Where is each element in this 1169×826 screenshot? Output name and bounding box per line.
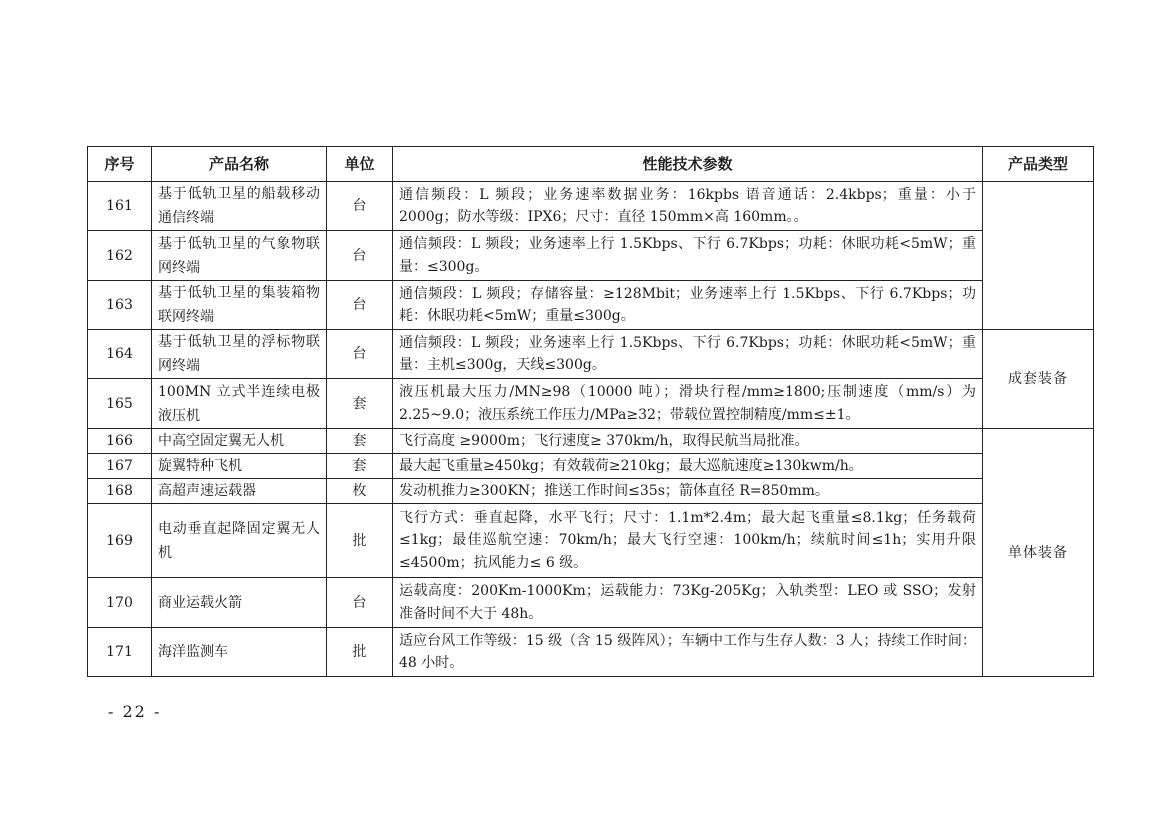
row-spec: 通信频段：L 频段；业务速率数据业务：16kpbs 语音通话：2.4kbps；重量：小于 2000g；防水等级：IPX6；尺寸：直径 150mm×高 160mm。。 [393, 182, 983, 231]
row-name: 海洋监测车 [152, 628, 327, 677]
row-id: 166 [88, 429, 152, 454]
row-name: 基于低轨卫星的气象物联网终端 [152, 231, 327, 281]
row-unit: 套 [327, 379, 393, 429]
table-row [88, 281, 1094, 330]
row-spec: 液压机最大压力/MN≥98（10000 吨）；滑块行程/mm≥1800;压制速度（mm/s）为 2.25~9.0；液压系统工作压力/MPa≥32；带载位置控制精度/mm≤±1。 [393, 379, 983, 429]
row-id: 164 [88, 330, 152, 379]
row-spec: 运载高度：200Km-1000Km；运载能力：73Kg-205Kg；入轨类型：LEO 或 SSO；发射准备时间不大于 48h。 [393, 578, 983, 628]
row-id: 168 [88, 479, 152, 504]
row-spec: 通信频段：L 频段；业务速率上行 1.5Kbps、下行 6.7Kbps；功耗：休眠功耗<5mW；重量：≤300g。 [393, 231, 983, 281]
header-id: 序号 [88, 147, 152, 182]
row-spec: 发动机推力≥300KN；推送工作时间≤35s；箭体直径 R=850mm。 [393, 479, 983, 504]
page-number: - 22 - [108, 702, 162, 721]
row-id: 170 [88, 578, 152, 628]
row-id: 161 [88, 182, 152, 231]
row-unit: 批 [327, 628, 393, 677]
row-name: 商业运载火箭 [152, 578, 327, 628]
row-spec: 飞行高度 ≥9000m；飞行速度≥ 370km/h，取得民航当局批准。 [393, 429, 983, 454]
row-name: 电动垂直起降固定翼无人机 [152, 504, 327, 578]
product-type-group: 成套装备 [983, 330, 1094, 429]
row-id: 163 [88, 281, 152, 330]
row-name: 高超声速运载器 [152, 479, 327, 504]
row-unit: 台 [327, 578, 393, 628]
row-unit: 台 [327, 281, 393, 330]
row-spec: 飞行方式：垂直起降，水平飞行；尺寸：1.1m*2.4m；最大起飞重量≤8.1kg；任务载荷≤1kg；最佳巡航空速：70km/h；最大飞行空速：100km/h；续航时间≤1h；实用升限≤4500m；抗风能力≤ 6 级。 [393, 504, 983, 578]
row-id: 167 [88, 454, 152, 479]
row-unit: 枚 [327, 479, 393, 504]
header-unit: 单位 [327, 147, 393, 182]
row-spec: 通信频段：L 频段；业务速率上行 1.5Kbps、下行 6.7Kbps；功耗：休眠功耗<5mW；重量：主机≤300g，天线≤300g。 [393, 330, 983, 379]
row-spec: 通信频段：L 频段；存储容量：≥128Mbit；业务速率上行 1.5Kbps、下行 6.7Kbps；功耗：休眠功耗<5mW；重量≤300g。 [393, 281, 983, 330]
row-unit: 批 [327, 504, 393, 578]
header-name: 产品名称 [152, 147, 327, 182]
product-type-group: 单体装备 [983, 429, 1094, 677]
row-name: 基于低轨卫星的浮标物联网终端 [152, 330, 327, 379]
row-type-blank [983, 182, 1094, 330]
table-row [88, 429, 1094, 454]
row-name: 旋翼特种飞机 [152, 454, 327, 479]
row-name: 基于低轨卫星的集装箱物联网终端 [152, 281, 327, 330]
row-id: 165 [88, 379, 152, 429]
row-unit: 台 [327, 182, 393, 231]
row-spec: 适应台风工作等级：15 级（含 15 级阵风）；车辆中工作与生存人数：3 人；持续工作时间：48 小时。 [393, 628, 983, 677]
row-id: 169 [88, 504, 152, 578]
table-header-row [88, 147, 1094, 182]
row-unit: 套 [327, 454, 393, 479]
table-row [88, 479, 1094, 504]
table-row [88, 578, 1094, 628]
product-table [87, 146, 1094, 677]
row-unit: 台 [327, 231, 393, 281]
header-spec: 性能技术参数 [393, 147, 983, 182]
row-spec: 最大起飞重量≥450kg；有效载荷≥210kg；最大巡航速度≥130kwm/h。 [393, 454, 983, 479]
table-row [88, 379, 1094, 429]
row-name: 100MN 立式半连续电极液压机 [152, 379, 327, 429]
table-row [88, 504, 1094, 578]
row-unit: 套 [327, 429, 393, 454]
table-row [88, 330, 1094, 379]
row-id: 171 [88, 628, 152, 677]
table-row [88, 628, 1094, 677]
row-name: 基于低轨卫星的船载移动通信终端 [152, 182, 327, 231]
table-row [88, 231, 1094, 281]
table-row [88, 454, 1094, 479]
table-row [88, 182, 1094, 231]
header-type: 产品类型 [983, 147, 1094, 182]
row-unit: 台 [327, 330, 393, 379]
row-id: 162 [88, 231, 152, 281]
row-name: 中高空固定翼无人机 [152, 429, 327, 454]
